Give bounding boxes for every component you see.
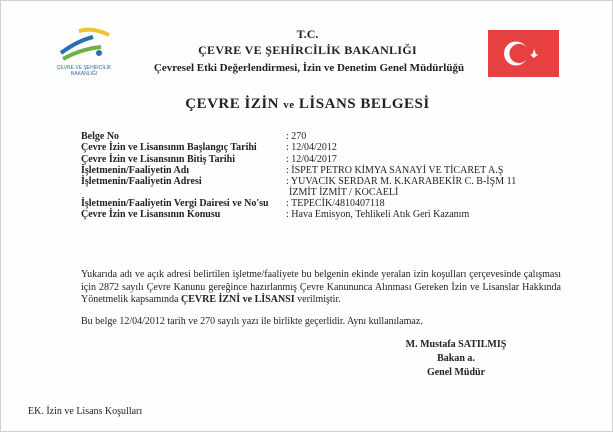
header-tc: T.C. [296, 27, 319, 41]
field-value: : 270 [286, 131, 307, 142]
field-row [81, 165, 551, 176]
fields-table [81, 131, 551, 221]
field-label: İşletmenin/Faaliyetin Adı [81, 164, 190, 176]
paragraph-bold: ÇEVRE İZNİ ve LİSANSI [180, 294, 295, 305]
paragraph-end: verilmiştir. [294, 294, 341, 305]
field-label: Çevre İzin ve Lisansının Bitiş Tarihi [81, 153, 236, 165]
field-value: : TEPECİK/4810407118 [286, 198, 385, 210]
document-title [1, 96, 613, 113]
header-directorate: Çevresel Etki Değerlendirmesi, İzin ve Denetim Genel Müdürlüğü [153, 62, 465, 74]
field-row [81, 209, 551, 220]
field-value: : Hava Emisyon, Tehlikeli Atık Geri Kazanım [286, 209, 470, 221]
field-row [81, 154, 551, 165]
field-label: Belge No [81, 131, 120, 142]
permit-paragraph [81, 269, 561, 307]
signature-block [361, 338, 551, 380]
field-row [81, 131, 551, 142]
paragraph-text: Yukarıda adı ve açık adresi belirtilen işletme/faaliyete bu belgenin ekinde yeralan izin koşulları çerçevesinde çalışması için 2872 sayılı Çevre Kanunu gereğince hazırlanmış Çevre Kanununca Alınması Gereken İzin ve Lisanslar Hakkında Yönetmelik kapsamında [81, 269, 561, 305]
attachment-note: EK. İzin ve Lisans Koşulları [28, 406, 143, 417]
title-part2: LİSANS BELGESİ [298, 96, 430, 112]
field-label: Çevre İzin ve Lisansının Başlangıç Tarihi [81, 142, 257, 154]
field-value: : 12/04/2012 [286, 142, 337, 154]
field-value-line2: İZMİT İZMİT / KOCAELİ [289, 187, 399, 199]
field-value: : İSPET PETRO KİMYA SANAYİ VE TİCARET A.Ş [286, 164, 504, 176]
field-label: İşletmenin/Faaliyetin Vergi Dairesi ve No'su [81, 198, 269, 210]
header-ministry: ÇEVRE VE ŞEHİRCİLİK BAKANLIĞI [198, 43, 417, 57]
field-row [81, 198, 551, 209]
field-label: İşletmenin/Faaliyetin Adresi [81, 176, 202, 188]
signatory-title: Bakan a. [437, 353, 475, 364]
logo-caption: ÇEVRE VE ŞEHİRCİLİK BAKANLIĞI [56, 65, 112, 77]
title-part1: ÇEVRE İZİN [185, 96, 280, 112]
title-connector: ve [283, 99, 295, 111]
field-label: Çevre İzin ve Lisansının Konusu [81, 209, 221, 221]
field-row [81, 176, 551, 198]
signatory-name: M. Mustafa SATILMIŞ [405, 339, 507, 350]
field-row [81, 142, 551, 153]
validity-note: Bu belge 12/04/2012 tarih ve 270 sayılı yazı ile birlikte geçerlidir. Aynı kullanılamaz. [81, 316, 423, 327]
field-value: : 12/04/2017 [286, 153, 337, 165]
signatory-role: Genel Müdür [426, 367, 486, 378]
field-value: : YUVACIK SERDAR M. K.KARABEKİR C. B-İŞM 11 [286, 176, 517, 188]
